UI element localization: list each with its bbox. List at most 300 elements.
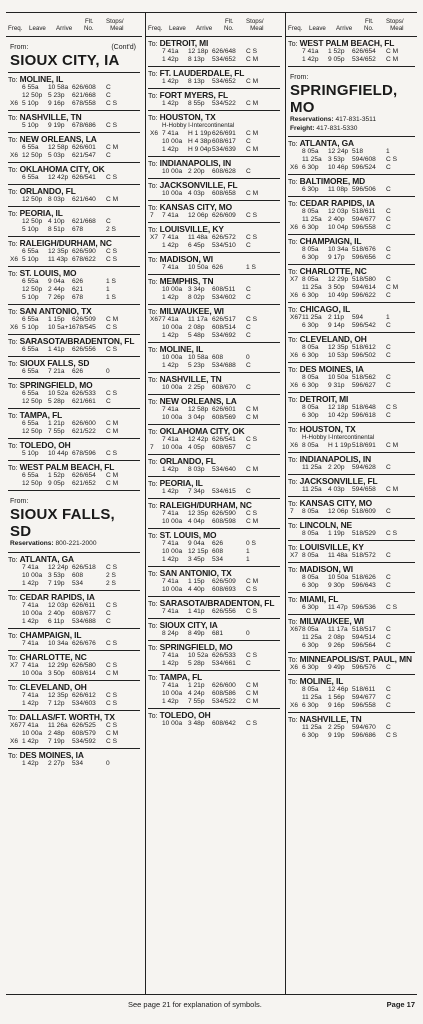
flight-no: 534/639 <box>212 145 236 153</box>
destination-block <box>288 593 415 615</box>
destination-title: To: CHARLOTTE, NC <box>288 266 367 276</box>
destination-block <box>148 201 280 223</box>
destination-block <box>148 305 280 343</box>
destination-block <box>288 393 415 423</box>
flight-no: 626/601 <box>212 405 236 413</box>
stops-meal: C M <box>246 78 259 85</box>
arrive-time: 9 19p <box>328 731 345 739</box>
destination-city: CHARLOTTE, NC <box>299 266 367 276</box>
arrive-time: 8 49p <box>188 629 205 637</box>
leave-time: 6 55a <box>22 472 39 479</box>
flight-no: 626/691 <box>212 129 236 137</box>
destination-title: To: TAMPA, FL <box>148 671 203 682</box>
arrive-time: 12 35p <box>188 509 209 517</box>
stops-meal: C <box>386 573 391 581</box>
destination-block <box>288 363 415 393</box>
flight-row <box>8 286 140 294</box>
arrive-time: 10 46p <box>328 164 349 171</box>
destination-city: RALEIGH/DURHAM, NC <box>159 499 252 510</box>
flight-row <box>148 190 280 198</box>
flight-no: 596/558 <box>352 224 376 231</box>
arrive-time: 3 45p <box>188 555 205 563</box>
flight-no: 626/509 <box>212 577 236 585</box>
destination-block <box>8 379 140 409</box>
flight-row <box>288 156 415 164</box>
destination-city: PEORIA, IL <box>159 477 203 488</box>
page-footer <box>0 1000 423 1012</box>
leave-time: 5 10p <box>22 100 39 107</box>
flight-no: 596/618 <box>352 412 376 419</box>
flight-no: 596/558 <box>352 701 376 709</box>
stops-meal: C <box>246 241 251 249</box>
destination-city: SIOUX FALLS, SD <box>19 358 90 368</box>
arrive-time: 2 20p <box>188 167 205 175</box>
stops-meal: C <box>386 412 391 419</box>
leave-time: 10 00a <box>162 719 183 727</box>
flight-no: 518/611 <box>352 208 376 215</box>
arrive-time: 9 19p <box>48 122 65 129</box>
flight-no: 678/686 <box>72 122 96 129</box>
leave-time: 5 10p <box>22 294 39 301</box>
header-arrive: Arrive <box>196 25 213 33</box>
flight-row <box>148 698 280 706</box>
destination-block <box>288 713 415 742</box>
arrive-time: 12 58p <box>188 405 209 413</box>
destination-city: ATLANTA, GA <box>19 553 75 564</box>
flight-row <box>288 208 415 216</box>
stops-meal: C S <box>246 607 257 615</box>
flight-no: 626/533 <box>72 390 96 397</box>
stops-meal: C M <box>246 577 259 585</box>
leave-time: 1 42p <box>22 737 39 745</box>
flight-no: 621 <box>72 286 84 293</box>
leave-time: 5 10p <box>22 450 39 457</box>
flight-no: 518/580 <box>352 276 376 283</box>
destination-city: ST. LOUIS, MO <box>19 268 77 278</box>
leave-time: 5 10p <box>22 256 39 263</box>
destination-city: HOUSTON, TX <box>299 424 356 434</box>
flight-no: 608/657 <box>212 443 236 451</box>
arrive-time: 3 50p <box>328 284 345 291</box>
destination-block <box>288 497 415 519</box>
destination-city: CLEVELAND, OH <box>19 681 87 692</box>
leave-time: 10 00a <box>162 285 183 293</box>
arrive-time: 11 08p <box>328 186 348 193</box>
destination-block <box>8 305 140 335</box>
flight-row <box>148 146 280 154</box>
stops-meal: 2 S <box>106 226 116 233</box>
freq: X6 <box>290 352 299 359</box>
destination-block <box>148 395 280 425</box>
destination-block <box>8 409 140 439</box>
destination-title: To: DES MOINES, IA <box>8 749 84 760</box>
flight-row <box>8 640 140 648</box>
destination-block <box>8 461 140 491</box>
flight-no: 608/670 <box>212 383 236 391</box>
flight-no: 594/608 <box>352 156 376 163</box>
stops-meal: C <box>106 84 111 91</box>
freight-line: Freight: 417-831-5330 <box>290 124 358 132</box>
header-flight: Flt. No. <box>84 18 94 33</box>
header-flight: Flt. No. <box>224 18 234 33</box>
airport-key: H-Hobby I-Intercontinental <box>162 122 235 129</box>
flight-no: 621/668 <box>72 218 96 225</box>
arrive-time: 12 15p <box>188 547 209 555</box>
flight-no: 518/676 <box>352 246 376 253</box>
leave-time: 10 00a <box>162 137 183 145</box>
flight-row <box>148 316 280 324</box>
stops-meal: C <box>386 246 391 253</box>
flight-no: 534/592 <box>72 737 96 745</box>
destination-city: SAN ANTONIO, TX <box>19 306 92 316</box>
flight-row <box>288 642 415 650</box>
leave-time: 7 41a <box>162 405 179 413</box>
arrive-time: 3 04p <box>188 413 205 421</box>
destination-block <box>8 267 140 305</box>
arrive-time: 3 34p <box>188 285 205 293</box>
flight-row <box>288 664 415 672</box>
flight-row <box>288 254 415 262</box>
flight-no: 678/545 <box>72 324 96 331</box>
leave-time: 1 42p <box>162 487 179 495</box>
stops-meal: C M <box>106 420 119 427</box>
column-1-content <box>6 37 142 770</box>
flight-no: 626 <box>72 278 84 285</box>
stops-meal: C <box>246 361 251 369</box>
arrive-time: 9 16p <box>328 701 345 709</box>
stops-meal: C S <box>106 691 117 699</box>
flight-no: 626/648 <box>212 48 236 55</box>
flight-row <box>288 314 415 322</box>
stops-meal: C <box>246 443 251 451</box>
stops-meal: C <box>246 323 251 331</box>
destination-city: WEST PALM BEACH, FL <box>19 462 115 472</box>
flight-row <box>8 618 140 626</box>
leave-time: 6 30p <box>302 603 319 611</box>
stops-meal: C M <box>386 441 399 449</box>
stops-meal: 0 <box>106 759 110 767</box>
leave-time: 7 41a <box>162 651 179 659</box>
flight-row <box>148 78 280 86</box>
stops-meal: C <box>386 344 391 351</box>
stops-meal: C M <box>246 100 259 107</box>
flight-no: 626/612 <box>72 691 96 699</box>
flight-no: 534/652 <box>352 56 376 63</box>
destination-title: To: ORLANDO, FL <box>8 186 76 196</box>
stops-meal: C M <box>106 472 119 479</box>
flight-row <box>8 368 140 376</box>
continued-label: (Cont'd) <box>111 44 136 51</box>
flight-row <box>148 324 280 332</box>
from-label: From: <box>290 74 309 81</box>
destination-city: MADISON, WI <box>159 253 213 264</box>
stops-meal: C <box>386 633 391 641</box>
origin-header <box>288 67 415 137</box>
flight-no: 608/677 <box>72 609 96 617</box>
arrive-time: 1 56p <box>328 693 345 701</box>
destination-block <box>288 175 415 197</box>
flight-no: 626/654 <box>72 472 96 479</box>
arrive-time: 9 14p <box>328 322 345 329</box>
leave-time: 8 05a <box>302 246 319 253</box>
destination-block <box>8 651 140 681</box>
leave-time: 1 42p <box>162 331 179 339</box>
destination-block <box>148 671 280 709</box>
column-2 <box>145 13 282 994</box>
arrive-time: 10 34a <box>48 639 69 647</box>
leave-time: 10 00a <box>162 323 183 331</box>
arrive-time: 12 42p <box>48 174 69 181</box>
destination-title: To: CHAMPAIGN, IL <box>8 629 82 640</box>
leave-time: 1 42p <box>302 56 319 63</box>
destination-city: CHICAGO, IL <box>299 304 351 314</box>
destination-city: OKLAHOMA CITY, OK <box>159 425 245 436</box>
leave-time: 6 30p <box>302 701 319 709</box>
leave-time: 12 50p <box>22 286 43 293</box>
leave-time: 6 55a <box>22 248 39 255</box>
destination-title: To: SAN ANTONIO, TX <box>148 567 232 578</box>
destination-title: To: DETROIT, MI <box>148 38 209 48</box>
leave-time: 7 41a <box>162 211 179 219</box>
arrive-time: 12 58p <box>48 144 69 151</box>
header-leave: Leave <box>309 25 326 33</box>
destination-title: To: FORT MYERS, FL <box>148 90 228 100</box>
flight-no: 518/611 <box>352 685 376 693</box>
flight-no: 534/640 <box>212 465 236 473</box>
origin-header <box>8 37 140 73</box>
leave-time: 10 00a <box>22 609 43 617</box>
stops-meal: C S <box>246 719 257 727</box>
header-flight: Flt. No. <box>364 18 374 33</box>
arrive-time: 1 41p <box>188 607 205 615</box>
stops-meal: C M <box>106 729 119 737</box>
flight-row <box>148 56 280 64</box>
destination-title: To: NASHVILLE, TN <box>148 373 222 384</box>
arrive-time: 5 28p <box>48 398 65 405</box>
destination-city: MILWAUKEE, WI <box>299 615 364 626</box>
leave-time: 5 10p <box>22 226 39 233</box>
freq: X6 <box>290 701 299 709</box>
flight-no: 626/518 <box>72 563 96 571</box>
destination-city: KANSAS CITY, MO <box>159 201 233 212</box>
destination-block <box>148 597 280 619</box>
stops-meal: C <box>386 208 391 215</box>
from-label: From: <box>10 498 29 505</box>
stops-meal: 0 <box>246 353 250 361</box>
flight-row <box>288 276 415 284</box>
stops-meal: C <box>386 292 391 299</box>
destination-city: SPRINGFIELD, MO <box>19 380 93 390</box>
arrive-time: 11 17a <box>328 625 348 633</box>
leave-time: 1 42p <box>162 100 179 107</box>
flight-row <box>288 694 415 702</box>
arrive-time: 5 23p <box>188 361 205 369</box>
arrive-time: 8 13p <box>188 78 205 85</box>
stops-meal: C S <box>106 100 117 107</box>
stops-meal: C <box>246 487 251 495</box>
flight-row <box>288 582 415 590</box>
destination-block <box>8 357 140 379</box>
destination-title: To: NASHVILLE, TN <box>288 713 362 724</box>
arrive-time: 8 51p <box>48 226 65 233</box>
stops-meal: C <box>386 693 391 701</box>
leave-time: 6 30p <box>302 663 319 671</box>
stops-meal: C <box>106 218 111 225</box>
flight-no: 596/502 <box>352 352 376 359</box>
flight-no: 626/600 <box>212 681 236 689</box>
destination-block <box>148 37 280 67</box>
stops-meal: C S <box>106 721 117 729</box>
stops-meal: C M <box>246 189 259 197</box>
stops-meal: C M <box>386 56 399 63</box>
flight-row <box>148 660 280 668</box>
leave-time: 6 55a <box>22 174 39 181</box>
flight-row <box>148 48 280 56</box>
leave-time: 6 30p <box>302 224 319 231</box>
stops-meal: C <box>106 152 111 159</box>
leave-time: 10 00a <box>162 585 183 593</box>
leave-time: 11 25a <box>302 633 322 641</box>
destination-city: MOLINE, IL <box>19 74 64 84</box>
flight-no: 534/652 <box>212 78 236 85</box>
flight-no: 518/626 <box>352 573 376 581</box>
stops-meal: C S <box>106 601 117 609</box>
destination-block <box>8 681 140 711</box>
flight-no: 608/586 <box>212 689 236 697</box>
stops-meal: 1 <box>106 286 110 293</box>
destination-city: LOUISVILLE, KY <box>299 541 364 552</box>
flight-no: 534/602 <box>212 293 236 301</box>
flight-no: 626/533 <box>212 651 236 659</box>
flight-row <box>148 652 280 660</box>
leave-time: 1 42p <box>162 361 179 369</box>
stops-meal: C S <box>386 731 397 739</box>
flight-no: 626/600 <box>72 420 96 427</box>
freq: X7 <box>290 276 299 283</box>
flight-no: 534/688 <box>72 617 96 625</box>
destination-title: To: TAMPA, FL <box>8 410 63 420</box>
flight-row <box>148 720 280 728</box>
stops-meal: C M <box>246 681 259 689</box>
flight-row <box>288 404 415 412</box>
flight-no: 518/517 <box>352 625 376 633</box>
leave-time: 10 00a <box>162 689 183 697</box>
leave-time: 11 25a <box>302 284 322 291</box>
arrive-time: 2 48p <box>48 729 65 737</box>
arrive-time: 12 18p <box>188 48 209 55</box>
destination-block <box>288 675 415 713</box>
freq: X67 <box>10 721 22 729</box>
flight-no: 518/609 <box>352 507 376 515</box>
column-header <box>146 13 282 37</box>
freq: 7 <box>290 507 294 515</box>
stops-meal: C <box>386 224 391 231</box>
flight-row <box>8 144 140 152</box>
destination-title: To: SAN ANTONIO, TX <box>8 306 92 316</box>
destination-title: To: MOLINE, IL <box>288 675 344 686</box>
flight-row <box>8 722 140 730</box>
destination-title: To: MILWAUKEE, WI <box>288 615 364 626</box>
destination-block <box>8 749 140 770</box>
leave-time: 8 05a <box>302 441 319 449</box>
arrive-time: 5 03p <box>48 152 65 159</box>
arrive-time: 2 44p <box>48 286 65 293</box>
flight-row <box>8 564 140 572</box>
freq: 7 <box>150 211 154 219</box>
destination-city: CLEVELAND, OH <box>299 334 367 344</box>
arrive-time: 10 5a+1 <box>48 324 73 331</box>
arrive-time: 1 52p <box>48 472 65 479</box>
stops-meal: C <box>386 254 391 261</box>
destination-city: WEST PALM BEACH, FL <box>299 38 395 48</box>
arrive-time: 12 18p <box>328 404 349 411</box>
destination-title: To: SIOUX FALLS, SD <box>8 358 90 368</box>
stops-meal: C S <box>106 346 117 353</box>
stops-meal: C <box>246 285 251 293</box>
arrive-time: 10 58a <box>188 353 209 361</box>
destination-block <box>148 425 280 455</box>
flight-no: 608 <box>212 353 224 361</box>
destination-city: DALLAS/FT. WORTH, TX <box>19 711 115 722</box>
destination-city: TOLEDO, OH <box>159 709 211 720</box>
arrive-time: 12 24p <box>48 563 69 571</box>
flight-row <box>8 662 140 670</box>
flight-no: 518 <box>352 148 364 155</box>
header-stops-meal: Stops/ Meal <box>106 18 124 33</box>
flight-no: 518/612 <box>352 344 376 351</box>
freq: X6 <box>290 663 299 671</box>
flight-no: 596/686 <box>352 731 376 739</box>
destination-title: To: ATLANTA, GA <box>8 553 75 564</box>
freq: X6 <box>10 324 19 331</box>
flight-row <box>148 548 280 556</box>
destination-city: DES MOINES, IA <box>19 749 84 760</box>
flight-no: 626/609 <box>212 211 236 219</box>
destination-title: To: RALEIGH/DURHAM, NC <box>8 238 112 248</box>
stops-meal: C <box>386 663 391 671</box>
flight-row <box>8 472 140 480</box>
arrive-time: 4 24p <box>188 689 205 697</box>
leave-time: 11 25a <box>302 156 322 163</box>
leave-time: 7 41a <box>22 661 39 669</box>
destination-block <box>148 529 280 567</box>
flight-row <box>288 224 415 232</box>
destination-city: MOLINE, IL <box>159 343 204 354</box>
stops-meal: C S <box>106 390 117 397</box>
destination-block <box>8 591 140 629</box>
stops-meal: C S <box>106 737 117 745</box>
flight-row <box>148 586 280 594</box>
destination-city: SPRINGFIELD, MO <box>159 641 233 652</box>
symbols-note: See page 21 for explanation of symbols. <box>128 1000 262 1009</box>
leave-time: 7 41a <box>162 129 179 137</box>
flight-no: 681 <box>212 629 224 637</box>
destination-block <box>148 223 280 253</box>
flight-row <box>288 382 415 390</box>
leave-time: 8 05a <box>302 551 319 559</box>
leave-time: 10 00a <box>22 729 43 737</box>
stops-meal: C S <box>246 211 257 219</box>
stops-meal: C <box>386 463 391 471</box>
leave-time: 6 55a <box>22 420 39 427</box>
leave-time: 1 42p <box>22 699 39 707</box>
arrive-time: 4 40p <box>188 585 205 593</box>
arrive-time: 9 16p <box>48 100 65 107</box>
flight-no: 518/648 <box>352 404 376 411</box>
leave-time: 7 41a <box>162 435 179 443</box>
flight-no: 596/643 <box>352 581 376 589</box>
arrive-time: 9 04a <box>48 278 65 285</box>
